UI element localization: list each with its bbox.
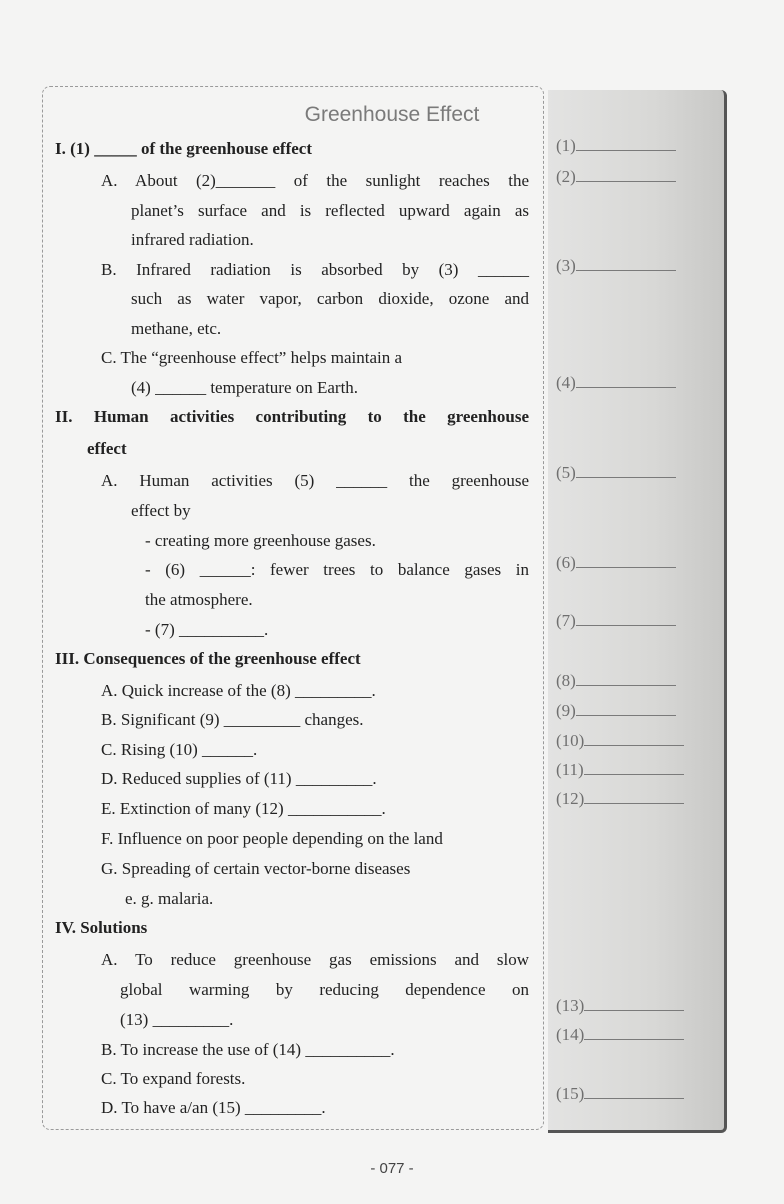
item-4a-line3: (13) _________. [120, 1010, 234, 1029]
section-2-heading-line1: II. Human activities contributing to the greenhouse [55, 407, 529, 426]
item-4d: D. To have a/an (15) _________. [101, 1098, 326, 1117]
item-4c: C. To expand forests. [101, 1069, 246, 1088]
item-1a-line2: planet’s surface and is reflected upward again as [131, 201, 529, 220]
item-3f: F. Influence on poor people depending on the land [101, 829, 443, 848]
item-1a-line1: A. About (2)_______ of the sunlight reaches the [101, 171, 529, 190]
page-number: - 077 - [370, 1160, 414, 1177]
item-1c-line2: (4) ______ temperature on Earth. [131, 378, 359, 397]
page-title: Greenhouse Effect [304, 103, 480, 126]
answer-blank-15[interactable]: (15) [556, 1084, 684, 1104]
item-1b-line2: such as water vapor, carbon dioxide, ozone and [131, 289, 529, 308]
answer-blank-8[interactable]: (8) [556, 671, 676, 691]
answer-blank-2[interactable]: (2) [556, 167, 676, 187]
item-2a-dash1: - creating more greenhouse gases. [145, 531, 376, 550]
item-2a-dash3: - (7) __________. [145, 620, 269, 639]
item-1c-line1: C. The “greenhouse effect” helps maintain a [101, 348, 403, 367]
item-2a-line2: effect by [131, 501, 191, 520]
answer-blank-6[interactable]: (6) [556, 553, 676, 573]
answer-blank-7[interactable]: (7) [556, 611, 676, 631]
answer-blank-5[interactable]: (5) [556, 463, 676, 483]
item-2a-dash2-line2: the atmosphere. [145, 590, 253, 609]
item-1a-line3: infrared radiation. [131, 230, 254, 249]
answer-blank-1[interactable]: (1) [556, 136, 676, 156]
item-4b: B. To increase the use of (14) __________. [101, 1040, 395, 1059]
item-4a-line2: global warming by reducing dependence on [120, 980, 529, 999]
item-3a: A. Quick increase of the (8) _________. [101, 681, 376, 700]
item-1b-line1: B. Infrared radiation is absorbed by (3) ______ [101, 260, 529, 279]
section-3-heading: III. Consequences of the greenhouse effect [55, 649, 361, 668]
answer-blank-14[interactable]: (14) [556, 1025, 684, 1045]
item-1b-line3: methane, etc. [131, 319, 222, 338]
item-3g-line2: e. g. malaria. [125, 889, 214, 908]
answer-blank-11[interactable]: (11) [556, 760, 684, 780]
item-2a-line1: A. Human activities (5) ______ the greenhouse [101, 471, 529, 490]
item-3g-line1: G. Spreading of certain vector-borne diseases [101, 859, 411, 878]
item-3e: E. Extinction of many (12) ___________. [101, 799, 386, 818]
item-3b: B. Significant (9) _________ changes. [101, 710, 364, 729]
section-2-heading-line2: effect [87, 439, 127, 458]
answer-blank-3[interactable]: (3) [556, 256, 676, 276]
section-4-heading: IV. Solutions [55, 918, 148, 937]
answer-blank-12[interactable]: (12) [556, 789, 684, 809]
answer-blank-4[interactable]: (4) [556, 373, 676, 393]
answer-blank-13[interactable]: (13) [556, 996, 684, 1016]
item-3c: C. Rising (10) ______. [101, 740, 258, 759]
item-2a-dash2-line1: - (6) ______: fewer trees to balance gases in [145, 560, 529, 579]
section-1-heading: I. (1) _____ of the greenhouse effect [55, 139, 312, 158]
outline-frame [42, 86, 544, 1130]
item-4a-line1: A. To reduce greenhouse gas emissions and slow [101, 950, 529, 969]
answer-blank-10[interactable]: (10) [556, 731, 684, 751]
item-3d: D. Reduced supplies of (11) _________. [101, 769, 377, 788]
answer-blank-9[interactable]: (9) [556, 701, 676, 721]
